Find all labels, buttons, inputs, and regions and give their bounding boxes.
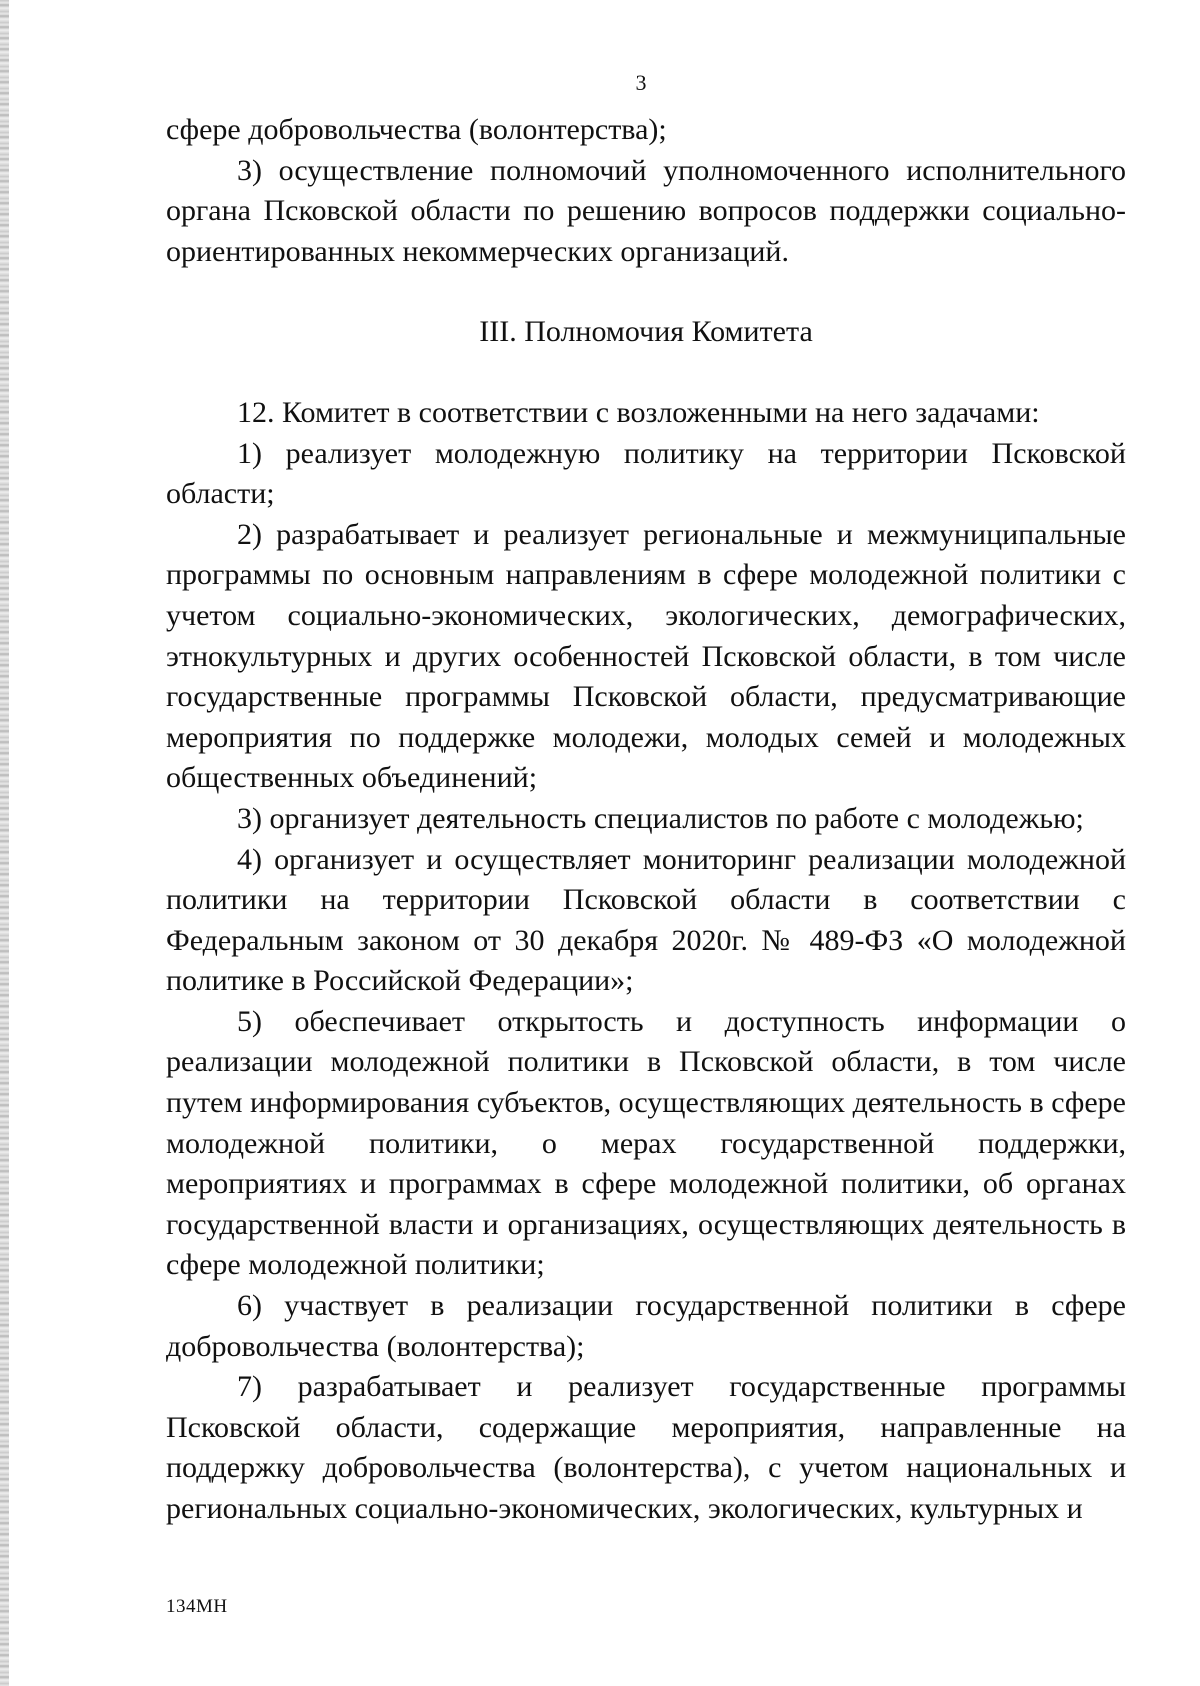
paragraph-item: 3) осуществление полномочий уполномоченного исполнительного органа Псковской области по решению вопросов поддержки социально-ориентированных некоммерческих организаций. [166,153,1126,268]
paragraph-item: 3) организует деятельность специалистов по работе с молодежью; [237,801,1084,835]
document-body [166,110,1126,1530]
scan-edge-artifact [0,0,9,1686]
document-code: 134МН [166,1596,228,1617]
page-number: 3 [635,70,647,95]
paragraph-item: 12. Комитет в соответствии с возложенными на него задачами: [237,395,1040,429]
section-heading: III. Полномочия Комитета [479,315,813,349]
paragraph-item: 7) разрабатывает и реализует государственные программы Псковской области, содержащие мероприятия, направленные на поддержку добровольчества (волонтерства), с учетом национальных и региональных социально-экономических, экологических, культурных и [166,1370,1126,1525]
paragraph-item: 6) участвует в реализации государственной политики в сфере добровольчества (волонтерства); [166,1289,1126,1363]
paragraph-item: 4) организует и осуществляет мониторинг реализации молодежной политики на территории Псковской области в соответствии с Федеральным законом от 30 декабря 2020г. № 489-ФЗ «О молодежной политике в Российской Федерации»; [166,842,1126,998]
paragraph-continuation: сфере добровольчества (волонтерства); [166,113,667,146]
paragraph-item: 1) реализует молодежную политику на территории Псковской области; [166,436,1126,511]
paragraph-item: 5) обеспечивает открытость и доступность информации о реализации молодежной политики в Псковской области, в том числе путем информирования субъектов, осуществляющих деятельность в сфере молодежной политики, о мерах государственной поддержки, мероприятиях и программах в сфере молодежной политики, об органах государственной власти и организациях, осуществляющих деятельность в сфере молодежной политики; [166,1004,1126,1282]
paragraph-item: 2) разрабатывает и реализует региональные и межмуниципальные программы по основным направлениям в сфере молодежной политики с учетом социально-экономических, экологических, демографических, этнокультурных и других особенностей Псковской области, в том числе государственные программы Псковской области, предусматривающие мероприятия по поддержке молодежи, молодых семей и молодежных общественных объединений; [166,517,1126,795]
